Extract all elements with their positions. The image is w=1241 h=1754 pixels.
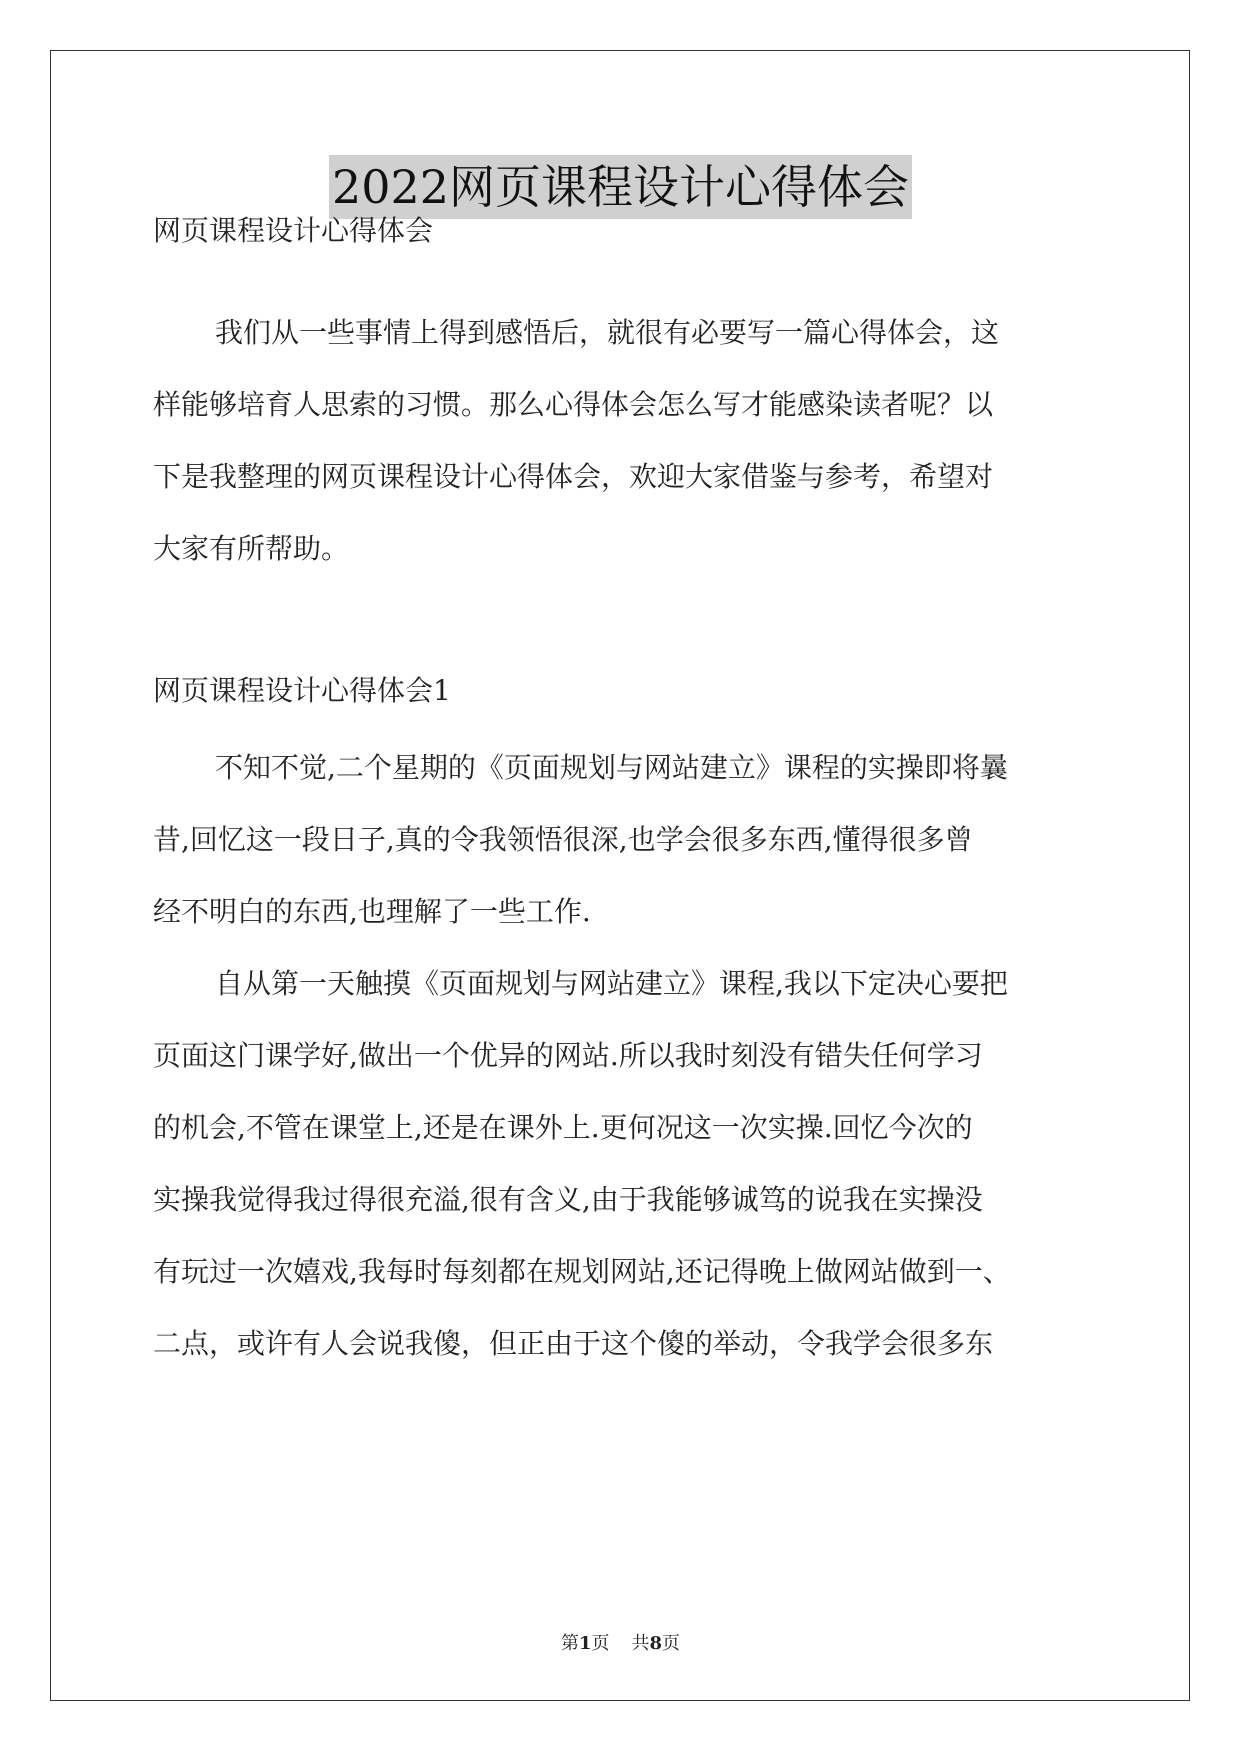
- paragraph-line: 二点，或许有人会说我傻，但正由于这个傻的举动，令我学会很多东: [153, 1327, 994, 1360]
- paragraph-line: 经不明白的东西,也理解了一些工作.: [153, 895, 591, 928]
- total-pages-number: 8: [649, 1633, 663, 1654]
- section-heading: 网页课程设计心得体会1: [153, 674, 451, 707]
- paragraph-line: 的机会,不管在课堂上,还是在课外上.更何况这一次实操.回忆今次的: [153, 1111, 973, 1144]
- paragraph-line: 昔,回忆这一段日子,真的令我领悟很深,也学会很多东西,懂得很多曾: [153, 823, 973, 856]
- footer-total-prefix: 共: [631, 1633, 650, 1654]
- page-border: [50, 50, 1190, 1701]
- footer-page-suffix: 页: [591, 1633, 610, 1654]
- subtitle-line: 网页课程设计心得体会: [153, 214, 434, 247]
- paragraph-line: 我们从一些事情上得到感悟后，就很有必要写一篇心得体会，这: [215, 316, 1000, 349]
- paragraph-line: 下是我整理的网页课程设计心得体会，欢迎大家借鉴与参考，希望对: [153, 460, 994, 493]
- paragraph-line: 不知不觉,二个星期的《页面规划与网站建立》课程的实操即将曩: [215, 751, 1008, 784]
- paragraph-line: 样能够培育人思索的习惯。那么心得体会怎么写才能感染读者呢？以: [153, 388, 994, 421]
- paragraph-line: 大家有所帮助。: [153, 532, 350, 565]
- current-page-number: 1: [578, 1633, 592, 1654]
- paragraph-line: 实操我觉得我过得很充溢,很有含义,由于我能够诚笃的说我在实操没: [153, 1183, 983, 1216]
- paragraph-line: 页面这门课学好,做出一个优异的网站.所以我时刻没有错失任何学习: [153, 1039, 983, 1072]
- paragraph-line: 有玩过一次嬉戏,我每时每刻都在规划网站,还记得晚上做网站做到一、: [153, 1255, 1011, 1288]
- paragraph-line: 自从第一天触摸《页面规划与网站建立》课程,我以下定决心要把: [215, 967, 1008, 1000]
- footer-prefix: 第: [560, 1633, 579, 1654]
- page-footer: [0, 1632, 1241, 1656]
- title-area: [0, 155, 1241, 219]
- document-title: 2022网页课程设计心得体会: [329, 155, 912, 219]
- footer-total-suffix: 页: [662, 1633, 681, 1654]
